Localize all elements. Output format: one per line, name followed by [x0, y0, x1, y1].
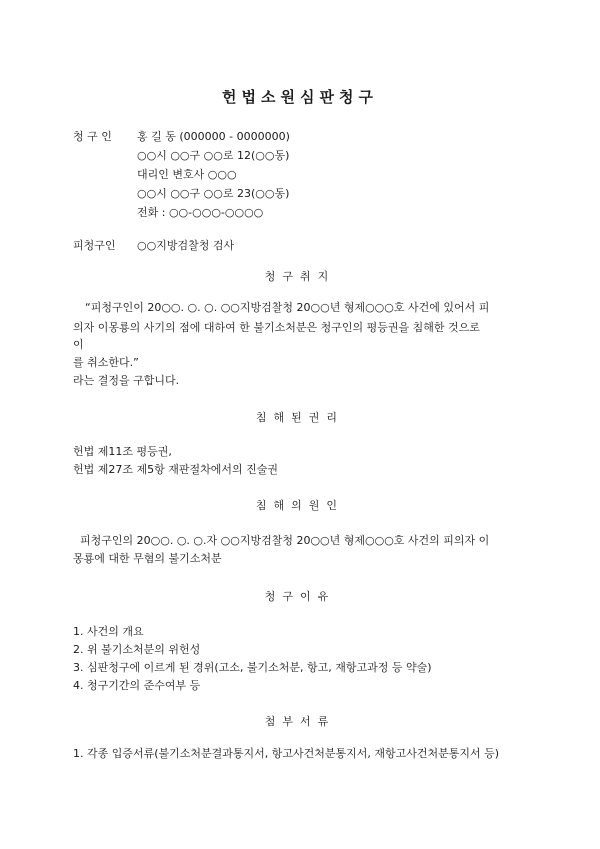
- reason-item-1: 1. 사건의 개요: [73, 625, 144, 638]
- purpose-line-3: 이: [73, 338, 84, 351]
- cause-line-1: 피청구인의 20○○. ○. ○.자 ○○지방검찰청 20○○년 형제○○○호 사건의 피의자 이: [80, 534, 490, 547]
- purpose-line-4: 를 취소한다.”: [73, 356, 139, 369]
- document-title: 헌법소원심판청구: [222, 88, 378, 106]
- cause-heading: 침해의원인: [255, 499, 345, 512]
- purpose-line-5: 라는 결정을 구합니다.: [73, 374, 180, 387]
- reason-item-2: 2. 위 불기소처분의 위헌성: [73, 643, 201, 656]
- reason-item-3: 3. 심판청구에 이르게 된 경위(고소, 불기소처분, 항고, 재항고과정 등 약술): [73, 661, 432, 674]
- rights-line-2: 헌법 제27조 제5항 재판절차에서의 진술권: [73, 463, 278, 476]
- rights-heading: 침해된권리: [255, 411, 345, 424]
- attachment-item-1: 1. 각종 입증서류(불기소처분결과통지서, 항고사건처분통지서, 재항고사건처분통지서 등): [73, 747, 500, 760]
- cause-line-2: 몽룡에 대한 무혐의 불기소처분: [73, 552, 222, 565]
- reason-item-4: 4. 청구기간의 준수여부 등: [73, 679, 201, 692]
- purpose-line-2: 의자 이몽룡의 사기의 점에 대하여 한 불기소처분은 청구인의 평등권을 침해한 것으로: [73, 321, 480, 334]
- agent-address: ○○시 ○○구 ○○로 23(○○동): [137, 187, 290, 200]
- agent-line: 대리인 변호사 ○○○: [137, 168, 237, 181]
- attachments-heading: 첨부서류: [264, 715, 336, 728]
- rights-line-1: 헌법 제11조 평등권,: [73, 445, 172, 458]
- petitioner-label: 청 구 인: [73, 130, 112, 143]
- phone-line: 전화 : ○○-○○○-○○○○: [137, 206, 264, 219]
- petitioner-address: ○○시 ○○구 ○○로 12(○○동): [137, 149, 290, 162]
- purpose-heading: 청구취지: [264, 270, 336, 283]
- petitioner-name: 홍 길 동 (000000 - 0000000): [137, 130, 290, 143]
- respondent-value: ○○지방검찰청 검사: [137, 239, 235, 252]
- purpose-line-1: “피청구인이 20○○. ○. ○. ○○지방검찰청 20○○년 형제○○○호 사건에 있어서 피: [85, 301, 490, 314]
- respondent-label: 피청구인: [73, 239, 116, 252]
- reasons-heading: 청구이유: [264, 590, 336, 603]
